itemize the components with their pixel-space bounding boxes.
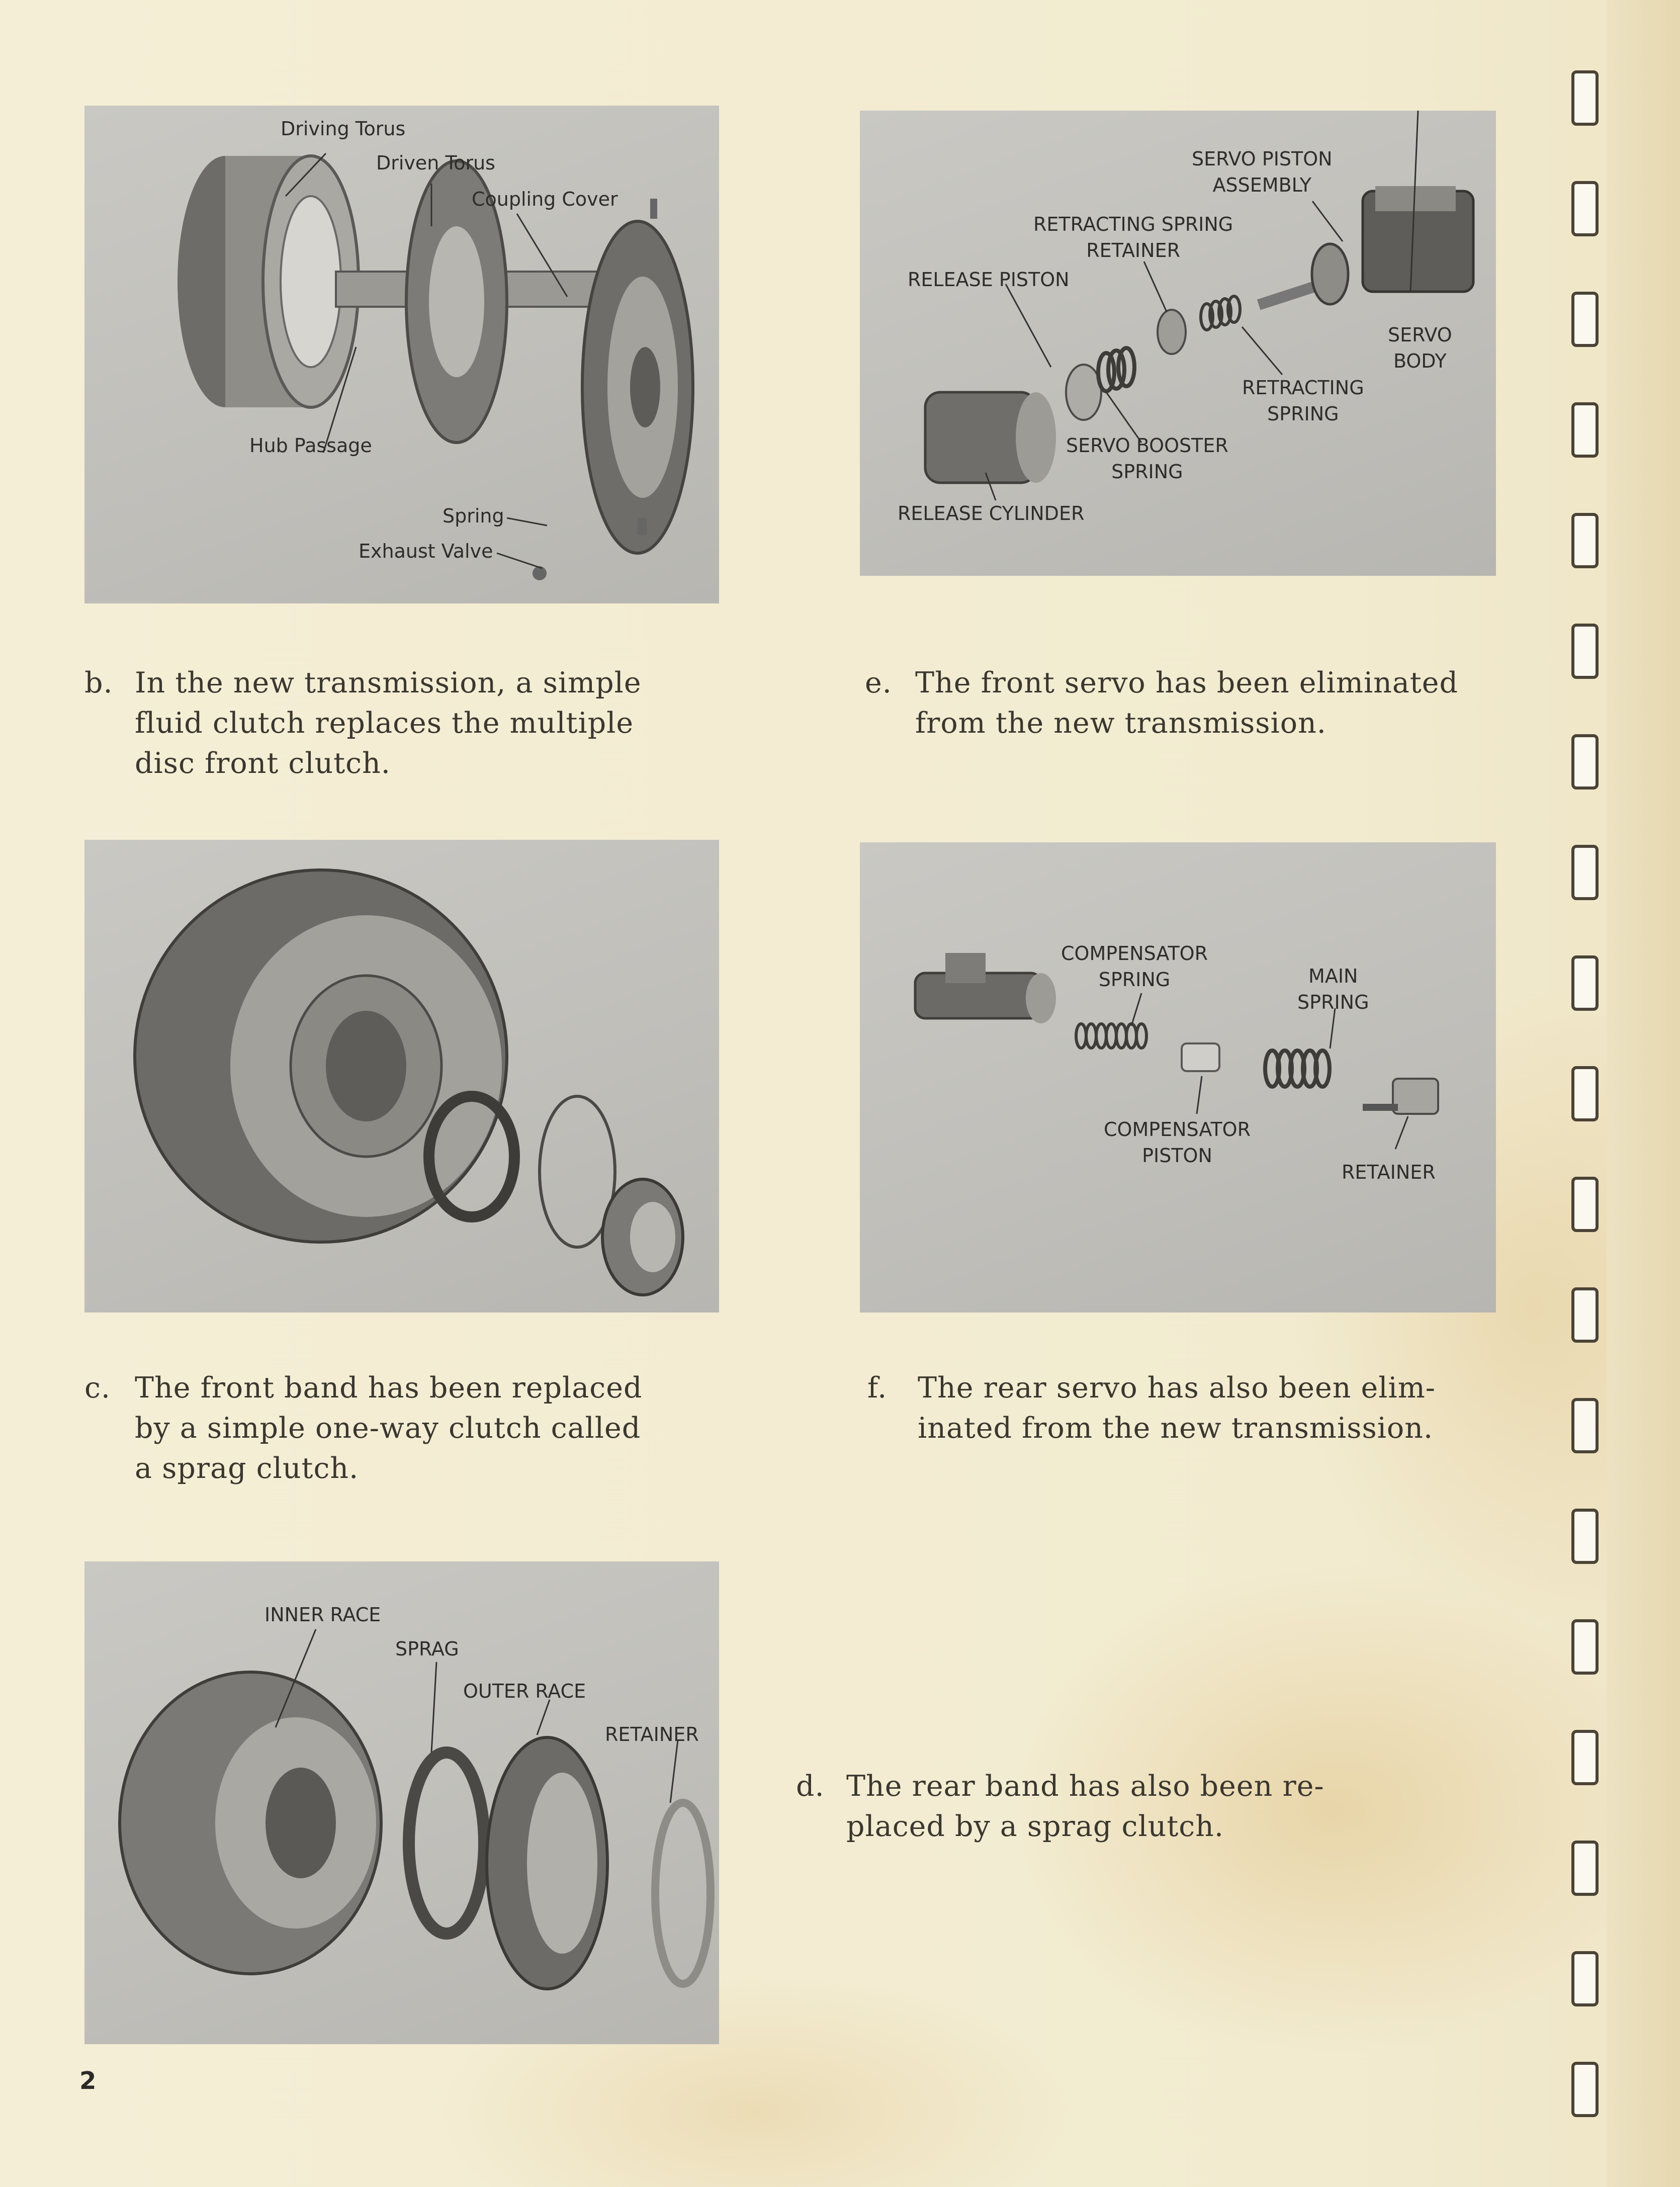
label-release-cylinder: RELEASE CYLINDER: [898, 502, 1085, 524]
label-retracting-spring-retainer-line: RETAINER: [1086, 239, 1180, 261]
caption-f-line: inated from the new transmission.: [918, 1412, 1434, 1445]
label-servo-booster-spring-line: SPRING: [1111, 461, 1183, 483]
binding-hole: [1571, 1066, 1599, 1121]
binding-hole: [1571, 181, 1599, 236]
binding-hole: [1571, 70, 1599, 126]
caption-b-line: In the new transmission, a simple: [135, 666, 642, 699]
outer-race-part: [602, 1179, 683, 1295]
label-servo-piston-assembly-line: SERVO PISTON: [1192, 148, 1333, 170]
label-spring: Spring: [443, 505, 504, 527]
outer-race-part: [487, 1737, 607, 1989]
label-retracting-spring-retainer: [1033, 211, 1233, 264]
release-cylinder-part: [925, 392, 1056, 483]
binding-strip: [1607, 0, 1680, 2187]
servo-piston-assembly-part: [1257, 244, 1348, 310]
binding-hole: [1571, 2062, 1599, 2117]
retainer-part: [1363, 1079, 1438, 1114]
label-main-spring-line: MAIN: [1308, 965, 1358, 987]
caption-d-letter: d.: [796, 1770, 825, 1803]
caption-b-letter: b.: [84, 666, 113, 699]
label-servo-piston-assembly-line: ASSEMBLY: [1212, 174, 1312, 196]
inner-race-part: [120, 1672, 381, 1974]
caption-c-letter: c.: [84, 1371, 111, 1405]
label-driving-torus: Driving Torus: [281, 118, 406, 140]
front-servo-photo: [860, 111, 1496, 576]
binding-hole: [1571, 513, 1599, 568]
caption-e-line: The front servo has been eliminated: [915, 666, 1458, 699]
caption-c: [84, 1368, 738, 1489]
label-compensator-spring-line: SPRING: [1098, 969, 1171, 991]
caption-f-line: The rear servo has also been elim-: [918, 1371, 1436, 1405]
label-servo-piston-assembly: [1192, 146, 1333, 198]
caption-e: [865, 663, 1519, 743]
label-servo-body: [1388, 322, 1452, 374]
retracting-spring-retainer-part: [1158, 310, 1186, 354]
caption-b-line: fluid clutch replaces the multiple: [135, 707, 634, 740]
label-driven-torus: Driven Torus: [376, 152, 495, 174]
label-retainer: RETAINER: [1342, 1161, 1436, 1183]
binding-hole: [1571, 1730, 1599, 1785]
compensator-spring-part: [1076, 1024, 1146, 1048]
binding-hole: [1571, 845, 1599, 900]
label-compensator-spring-line: COMPENSATOR: [1061, 942, 1208, 965]
caption-c-line: The front band has been replaced: [135, 1371, 643, 1405]
retracting-spring-part: [1201, 296, 1240, 330]
release-piston-part: [1066, 365, 1101, 420]
exhaust-valve-part: [533, 566, 547, 580]
binding-hole: [1571, 1509, 1599, 1564]
rear-servo-photo: [860, 842, 1496, 1313]
coupling-cover-part: [582, 221, 693, 553]
compensator-piston-part: [1182, 1043, 1219, 1071]
binding-hole: [1571, 734, 1599, 790]
binding-hole: [1571, 1951, 1599, 2006]
caption-e-letter: e.: [865, 666, 892, 699]
label-sprag: SPRAG: [395, 1638, 459, 1660]
label-main-spring-line: SPRING: [1297, 991, 1369, 1013]
label-servo-body-line: SERVO: [1388, 324, 1452, 346]
binding-hole: [1571, 1841, 1599, 1896]
caption-b: [84, 663, 738, 783]
retainer-part: [655, 1803, 711, 1984]
page-number: 2: [79, 2067, 97, 2095]
binding-hole: [1571, 1287, 1599, 1343]
label-coupling-cover: Coupling Cover: [472, 188, 618, 210]
binding-hole: [1571, 624, 1599, 679]
label-retracting-spring-line: RETRACTING: [1242, 377, 1364, 399]
label-inner-race: INNER RACE: [264, 1604, 381, 1626]
label-compensator-piston-line: COMPENSATOR: [1104, 1118, 1251, 1141]
binding-hole: [1571, 955, 1599, 1011]
label-release-piston: RELEASE PISTON: [908, 269, 1070, 291]
rear-sprag-illustration: [84, 1561, 719, 2044]
label-retracting-spring-line: SPRING: [1267, 403, 1339, 425]
caption-d-line: placed by a sprag clutch.: [846, 1810, 1224, 1843]
binding-hole: [1571, 1619, 1599, 1675]
sprag-clutch-photo: [84, 840, 719, 1313]
label-hub-passage: Hub Passage: [249, 434, 372, 457]
label-exhaust-valve: Exhaust Valve: [359, 540, 493, 562]
caption-f-letter: f.: [867, 1371, 888, 1405]
binding-hole: [1571, 1398, 1599, 1453]
caption-c-line: a sprag clutch.: [135, 1452, 359, 1485]
fluid-coupling-photo: [84, 106, 719, 603]
spring-part: [638, 518, 647, 535]
sprag-clutch-illustration: [84, 840, 719, 1313]
caption-b-line: disc front clutch.: [135, 747, 391, 780]
binding-hole: [1571, 402, 1599, 458]
binding-hole: [1571, 1177, 1599, 1232]
rear-servo-illustration: [860, 842, 1496, 1313]
caption-e-line: from the new transmission.: [915, 707, 1327, 740]
sprag-part: [409, 1753, 484, 1934]
clutch-housing-part: [135, 870, 507, 1242]
driving-torus-part: [178, 156, 359, 407]
label-servo-booster-spring: [1066, 432, 1228, 485]
servo-housing-part: [915, 953, 1056, 1023]
main-spring-part: [1265, 1051, 1330, 1087]
label-compensator-piston: [1104, 1116, 1251, 1169]
fluid-coupling-illustration: [84, 106, 719, 603]
caption-f: [867, 1368, 1521, 1448]
binding-hole: [1571, 292, 1599, 347]
label-servo-booster-spring-line: SERVO BOOSTER: [1066, 434, 1228, 457]
label-compensator-spring: [1061, 940, 1208, 993]
servo-body-part: [1363, 186, 1473, 292]
label-outer-race: OUTER RACE: [463, 1680, 586, 1702]
servo-booster-spring-part: [1098, 348, 1134, 391]
caption-c-line: by a simple one-way clutch called: [135, 1412, 641, 1445]
caption-d: [796, 1766, 1450, 1847]
label-retracting-spring: [1242, 375, 1364, 427]
label-compensator-piston-line: PISTON: [1142, 1145, 1212, 1167]
label-servo-body-line: BODY: [1393, 350, 1447, 372]
caption-d-line: The rear band has also been re-: [846, 1770, 1324, 1803]
label-main-spring: [1297, 963, 1369, 1015]
screw-part: [650, 199, 657, 219]
rear-sprag-photo: [84, 1561, 719, 2044]
label-retracting-spring-retainer-line: RETRACTING SPRING: [1033, 213, 1233, 235]
label-retainer: RETAINER: [605, 1723, 699, 1745]
